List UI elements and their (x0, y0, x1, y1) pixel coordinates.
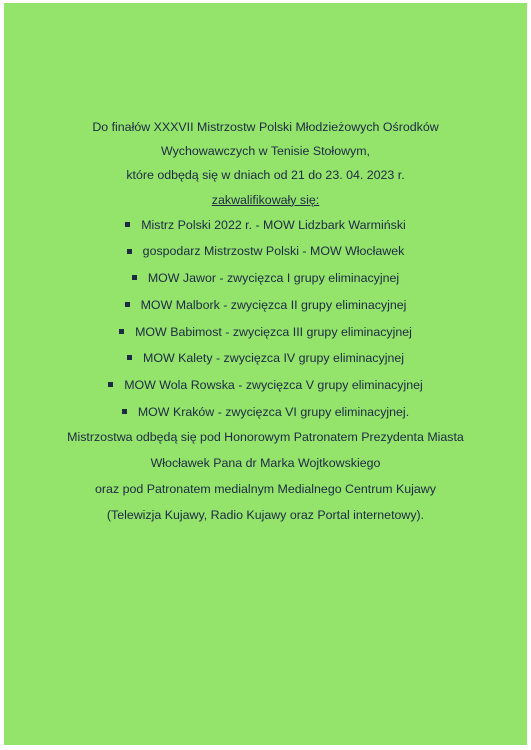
list-item (4, 238, 527, 265)
list-item-label: MOW Wola Rowska - zwycięzca V grupy eliminacyjnej (124, 377, 423, 392)
list-item-label: Mistrz Polski 2022 r. - MOW Lidzbark Warmiński (141, 217, 406, 232)
closing-line-1: Mistrzostwa odbędą się pod Honorowym Patronatem Prezydenta Miasta (67, 430, 464, 445)
intro-line-2: Wychowawczych w Tenisie Stołowym, (161, 144, 370, 159)
square-bullet-icon (108, 382, 113, 387)
list-item (4, 265, 527, 292)
list-item (4, 292, 527, 319)
square-bullet-icon (132, 275, 137, 280)
intro-line-3: które odbędą się w dniach od 21 do 23. 04. 2023 r. (126, 168, 405, 183)
announcement-text (4, 115, 527, 528)
list-item-label: gospodarz Mistrzostw Polski - MOW Włocławek (142, 244, 405, 259)
list-item-label: MOW Babimost - zwycięzca III grupy eliminacyjnej (135, 324, 412, 339)
list-item-label: MOW Kalety - zwycięzca IV grupy eliminacyjnej (143, 351, 404, 366)
square-bullet-icon (125, 302, 130, 307)
list-item (4, 212, 527, 239)
patronage-text (4, 425, 527, 528)
closing-line-4: (Telewizja Kujawy, Radio Kujawy oraz Portal internetowy). (106, 507, 425, 522)
list-item (4, 345, 527, 372)
square-bullet-icon (125, 222, 130, 227)
green-sheet (4, 3, 527, 745)
intro-line-1: Do finałów XXXVII Mistrzostw Polski Młodzieżowych Ośrodków (92, 120, 439, 134)
list-item (4, 372, 527, 399)
square-bullet-icon (119, 329, 124, 334)
qualified-list (4, 212, 527, 426)
square-bullet-icon (127, 355, 132, 360)
square-bullet-icon (127, 249, 132, 254)
list-item (4, 399, 527, 426)
list-item (4, 319, 527, 346)
square-bullet-icon (122, 409, 127, 414)
qualified-heading: zakwalifikowały się: (211, 192, 320, 207)
list-item-label: MOW Kraków - zwycięzca VI grupy eliminacyjnej. (137, 404, 410, 419)
closing-line-3: oraz pod Patronatem medialnym Medialnego Centrum Kujawy (95, 481, 436, 496)
list-item-label: MOW Malbork - zwycięzca II grupy eliminacyjnej (140, 297, 407, 312)
list-item-label: MOW Jawor - zwycięzca I grupy eliminacyjnej (147, 271, 400, 286)
closing-line-2: Włocławek Pana dr Marka Wojtkowskiego (150, 456, 381, 471)
